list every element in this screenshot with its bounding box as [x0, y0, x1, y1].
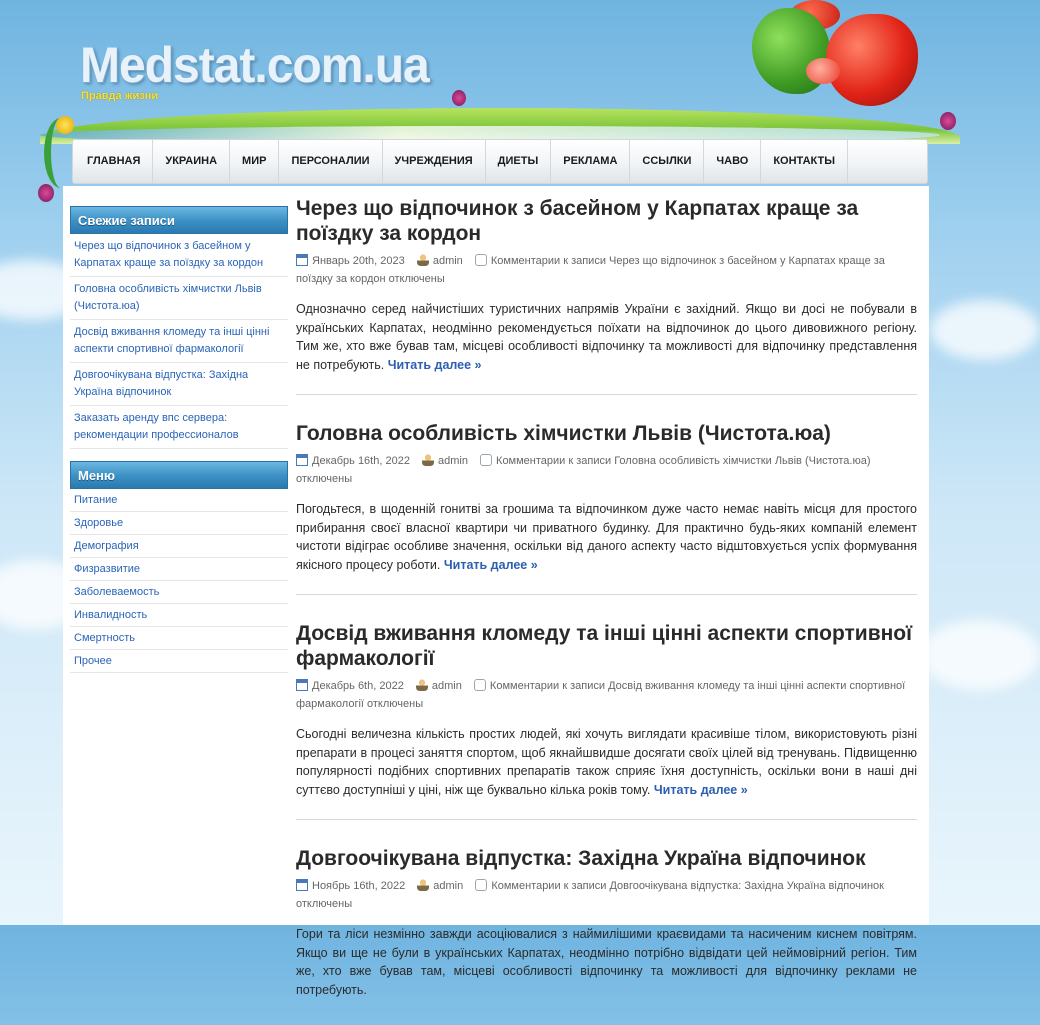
nav-item-contacts[interactable]: КОНТАКТЫ — [761, 140, 848, 183]
yellow-flower-icon — [56, 116, 74, 134]
list-item — [70, 535, 288, 558]
list-item — [70, 363, 288, 406]
list-item — [70, 512, 288, 535]
list-item — [70, 320, 288, 363]
recent-post-link[interactable]: Досвід вживання кломеду та інші цінні аспекти спортивної фармакології — [74, 326, 270, 355]
menu-widget — [70, 461, 288, 673]
post-date: Январь 20th, 2023 — [312, 255, 405, 267]
post-excerpt — [296, 925, 917, 999]
fuchsia-flower-icon — [452, 90, 466, 106]
list-item — [70, 234, 288, 277]
nav-item-persons[interactable]: ПЕРСОНАЛИИ — [279, 140, 382, 183]
recent-posts-widget — [70, 206, 288, 449]
post-date: Декабрь 6th, 2022 — [312, 680, 404, 692]
list-item — [70, 581, 288, 604]
read-more-link[interactable]: Читать далее » — [653, 782, 748, 797]
menu-link-physical-development[interactable]: Физразвитие — [74, 563, 140, 575]
sidebar — [70, 206, 288, 685]
nav-item-faq[interactable]: ЧАВО — [704, 140, 761, 183]
post-comments-status: Комментарии к записи Досвід вживання кломеду та інші цінні аспекти спортивної фармакології отключены — [296, 680, 906, 710]
post-comments-status: Комментарии к записи Довгоочікувана відпустка: Західна Україна відпочинок отключены — [296, 880, 884, 910]
comment-icon — [475, 879, 487, 891]
list-item — [70, 277, 288, 320]
read-more-link[interactable]: Читать далее » — [443, 557, 538, 572]
nav-item-institutions[interactable]: УЧРЕЖДЕНИЯ — [383, 140, 486, 183]
recent-post-link[interactable]: Заказать аренду впс сервера: рекомендации профессионалов — [74, 412, 239, 441]
post — [296, 196, 917, 395]
posts-list — [296, 196, 917, 1025]
list-item — [70, 604, 288, 627]
post-excerpt — [296, 725, 917, 799]
widget-title: Свежие записи — [70, 206, 288, 234]
list-item — [70, 406, 288, 449]
post-excerpt-text: Гори та ліси незмінно завжди асоціювалися з наймилішими краєвидами та насиченим киснем повітрям. Якщо ви ще не були в українських Карпатах, неодмінно потрібно відвідати цей неймовірний регіон. Тим же, хто вже бував там, місцеві особливості відпочинку та можливості для відпочинку реклами не потребують. — [296, 927, 917, 997]
nav-item-diets[interactable]: ДИЕТЫ — [486, 140, 552, 183]
red-pepper-decoration — [826, 14, 918, 106]
recent-post-link[interactable]: Довгоочікувана відпустка: Західна Україна відпочинок — [74, 369, 249, 398]
user-icon — [417, 254, 429, 266]
calendar-icon — [296, 454, 308, 466]
menu-link-other[interactable]: Прочее — [74, 655, 112, 667]
post-title[interactable]: Через що відпочинок з басейном у Карпатах краще за поїздку за кордон — [296, 197, 859, 245]
calendar-icon — [296, 879, 308, 891]
site-logo[interactable]: Medstat.com.ua — [80, 37, 429, 94]
cloud-decoration — [920, 620, 1040, 690]
menu-link-nutrition[interactable]: Питание — [74, 494, 118, 506]
nav-item-ukraine[interactable]: УКРАИНА — [153, 140, 230, 183]
fuchsia-flower-icon — [38, 184, 54, 202]
list-item — [70, 558, 288, 581]
nav-item-advertising[interactable]: РЕКЛАМА — [551, 140, 630, 183]
nav-item-links[interactable]: ССЫЛКИ — [630, 140, 704, 183]
main-navigation — [72, 139, 928, 184]
post-excerpt-text: Погодьтеся, в щоденній гонитві за грошима та відпочинком дуже часто немає навіть місця для простого прибирання своєї власної квартири чи приватного будинку. Для практично будь-яких компаній елемент чистоти відіграє особливе значення, оскільки від даного аспекту часто відштовхується успіх формування якісного процесу роботи. — [296, 502, 917, 572]
post-excerpt — [296, 500, 917, 574]
comment-icon — [475, 254, 487, 266]
post-meta — [296, 677, 917, 713]
post-author[interactable]: admin — [431, 680, 462, 692]
post-excerpt-text: Однозначно серед найчистіших туристичних напрямів України є західний. Якщо ви досі не побували в українських Карпатах, неодмінно рекомендується поїхати на відпочинок до цього дивовижного регіону. Тим же, хто вже бував там, місцеві особливості відпочинку та можливості для відпочинку представлення не потребують. — [296, 302, 917, 372]
post-comments-status: Комментарии к записи Головна особливість хімчистки Львів (Чистота.юа) отключены — [296, 455, 871, 485]
post-author[interactable]: admin — [438, 455, 468, 467]
post-title[interactable]: Головна особливість хімчистки Львів (Чистота.юа) — [296, 422, 831, 445]
menu-link-morbidity[interactable]: Заболеваемость — [74, 586, 160, 598]
list-item — [70, 489, 288, 512]
read-more-link[interactable]: Читать далее » — [387, 357, 482, 372]
fuchsia-flower-icon — [940, 112, 956, 130]
list-item — [70, 650, 288, 673]
user-icon — [417, 879, 429, 891]
post-date: Декабрь 16th, 2022 — [312, 455, 410, 467]
post-meta — [296, 452, 917, 488]
menu-link-health[interactable]: Здоровье — [74, 517, 124, 529]
menu-list — [70, 489, 288, 673]
user-icon — [422, 454, 434, 466]
comment-icon — [474, 679, 486, 691]
post — [296, 846, 917, 999]
recent-post-link[interactable]: Через що відпочинок з басейном у Карпатах краще за поїздку за кордон — [74, 240, 264, 269]
site-tagline: Правда жизни — [81, 90, 159, 102]
post-meta — [296, 877, 917, 913]
comment-icon — [480, 454, 492, 466]
calendar-icon — [296, 679, 308, 691]
nav-item-home[interactable]: ГЛАВНАЯ — [73, 140, 153, 183]
recent-posts-list — [70, 234, 288, 449]
radish-decoration — [806, 58, 840, 84]
recent-post-link[interactable]: Головна особливість хімчистки Львів (Чистота.юа) — [74, 283, 262, 312]
list-item — [70, 627, 288, 650]
post-meta — [296, 252, 917, 288]
post-excerpt — [296, 300, 917, 374]
nav-item-world[interactable]: МИР — [230, 140, 279, 183]
post-title[interactable]: Досвід вживання кломеду та інші цінні аспекти спортивної фармакології — [296, 622, 913, 670]
widget-title: Меню — [70, 461, 288, 489]
post — [296, 421, 917, 595]
calendar-icon — [296, 254, 308, 266]
post-title[interactable]: Довгоочікувана відпустка: Західна Україна відпочинок — [296, 847, 866, 870]
cloud-decoration — [930, 300, 1040, 360]
post-excerpt-text: Сьогодні величезна кількість простих людей, які хочуть виглядати красивіше тілом, використовують різні препарати в процесі заняття спортом, щоб якнайшвидше досягати своїх цілей від тренувань. Підвищенню популярності подібних спортивних препаратів також сприяє їхня доступність, оскільки вони в наші дні суттєво доступніші у ціні, ніж ще буквально кілька років тому. — [296, 727, 917, 797]
menu-link-disability[interactable]: Инвалидность — [74, 609, 148, 621]
post-date: Ноябрь 16th, 2022 — [312, 880, 406, 892]
post-comments-status: Комментарии к записи Через що відпочинок з басейном у Карпатах краще за поїздку за кордон отключены — [296, 255, 885, 285]
post — [296, 621, 917, 820]
menu-link-mortality[interactable]: Смертность — [74, 632, 135, 644]
user-icon — [416, 679, 428, 691]
post-author[interactable]: admin — [432, 255, 463, 267]
menu-link-demography[interactable]: Демография — [74, 540, 139, 552]
post-author[interactable]: admin — [433, 880, 464, 892]
